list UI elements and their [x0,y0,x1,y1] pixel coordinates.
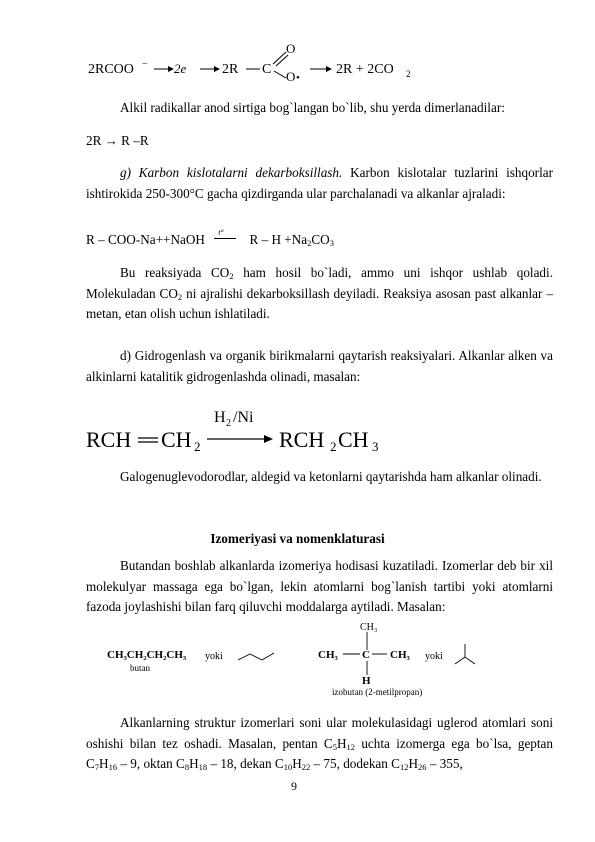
isobutane-skeletal-a [455,657,475,664]
eq3-rch: RCH [86,427,132,452]
eq1-radical-dot: • [296,72,300,82]
paragraph-isomerism: Butandan boshlab alkanlarda izomeriya hodisasi kuzatiladi. Izomerlar deb bir xil molekulyar massaga ega bo`lgan, lekin atomlarni bog`lanish tartibi yoki atomlarni fazoda joylashishi bilan farq qiluvchi moddalarga aytiladi. Masalan: [86,558,553,614]
eq1-arrow3-head [326,66,332,72]
paragraph-dimerization: Alkil radikallar anod sirtiga bog`langan bo`lib, shu yerda dimerlanadilar: [120,100,505,115]
eq3-catalyst-rest: /Ni [233,409,254,426]
eq2-left: R – COO-Na++NaOH [86,232,205,247]
paragraph-decarboxylation [86,163,553,204]
section-heading: Izomeriyasi va nomenklaturasi [210,531,385,546]
eq2-temperature: t° [218,228,224,237]
eq1-2r: 2R [222,62,239,77]
isobutane-ch3-right: CH₃ [390,649,410,661]
paragraph-hydrogenation: d) Gidrogenlash va organik birikmalarni qaytarish reaksiyalari. Alkanlar alken va alkinlarni katalitik gidrogenlashda olinadi, masalan: [86,348,553,384]
paragraph-reduction: Galogenuglevodorodlar, aldegid va ketonlarni qaytarishda ham alkanlar olinadi. [120,469,542,484]
butane-name: butan [130,663,150,673]
eq1-charge: − [142,59,148,70]
eq3-catalyst-h: H [214,409,226,426]
isobutane-ch3-left: CH₃ [318,649,338,661]
eq1-arrow2-head [214,66,220,72]
isobutane-h: H [362,675,371,687]
kolbe-equation [88,40,418,82]
eq1-o-bottom: O [286,69,296,82]
decarboxylation-heading: g) Karbon kislotalarni dekarboksillash. [120,165,343,180]
eq1-electrons: 2e [174,61,187,76]
isobutane-c: C [362,649,370,661]
isomer-structures [100,620,500,700]
eq1-single-bond [274,71,286,78]
paragraph-co2: Bu reaksiyada $CO_2$ ham hosil bo`ladi, ammo uni ishqor ushlab qoladi. Molekuladan $CO_2$ ni ajralishi dekarboksillash deyiladi. Reaksiya asosan past alkanlar – metan, etan olish uchun ishlatiladi. [86,265,553,321]
eq1-reactant: 2RCOO [88,62,134,77]
eq3-ch2-sub: 2 [194,439,201,454]
eq3-sub2: 3 [372,439,379,454]
butane-skeletal [238,653,274,660]
eq1-product: 2R + 2CO [336,62,394,77]
page-number: 9 [291,779,297,793]
eq1-carbon: C [262,62,272,77]
paragraph-isomer-count: Alkanlarning struktur izomerlari soni ular molekulasidagi uglerod atomlari soni oshishi bilan tez oshadi. Masalan, pentan $C_5H_{12}$ uchta izomerga ega bo`lsa, geptan $C_7H_{16} - 9$, oktan $C_8H_{18} - 18$, dekan $C_{10}H_{22} - 75$, dodekan $C_{12}H_{26} - 355$, [86,715,554,772]
eq3-sub1: 2 [330,439,337,454]
eq1-o-top: O [286,41,296,56]
eq3-ch: CH [161,427,192,452]
yoki-1: yoki [205,651,223,662]
isobutane-ch3-top: CH₃ [360,622,378,633]
yoki-2: yoki [425,651,443,662]
eq2-right: $R - H +Na_2CO_3$ [249,232,334,248]
eq2-arrow [212,228,242,244]
eq3-ch-right: CH [338,427,369,452]
dimer-equation: 2R → R –R [86,133,149,148]
eq1-double-bond-b [276,55,288,66]
eq1-product-sub: 2 [406,69,411,79]
eq3-catalyst-sub: 2 [226,418,231,429]
butane-formula: CH₃CH₂CH₂CH₃ [107,649,187,661]
decarboxylation-text: Karbon kislotalar tuzlarini ishqorlar ishtirokida 250-300°C gacha qizdirganda ular parchalanadi va alkanlar ajraladi: [86,165,553,201]
isobutane-name: izobutan (2-metilpropan) [332,687,423,697]
eq3-rch-right: RCH [279,427,325,452]
hydrogenation-equation [86,404,396,456]
decarboxylation-equation [86,228,334,248]
eq3-arrow-head [264,435,273,443]
